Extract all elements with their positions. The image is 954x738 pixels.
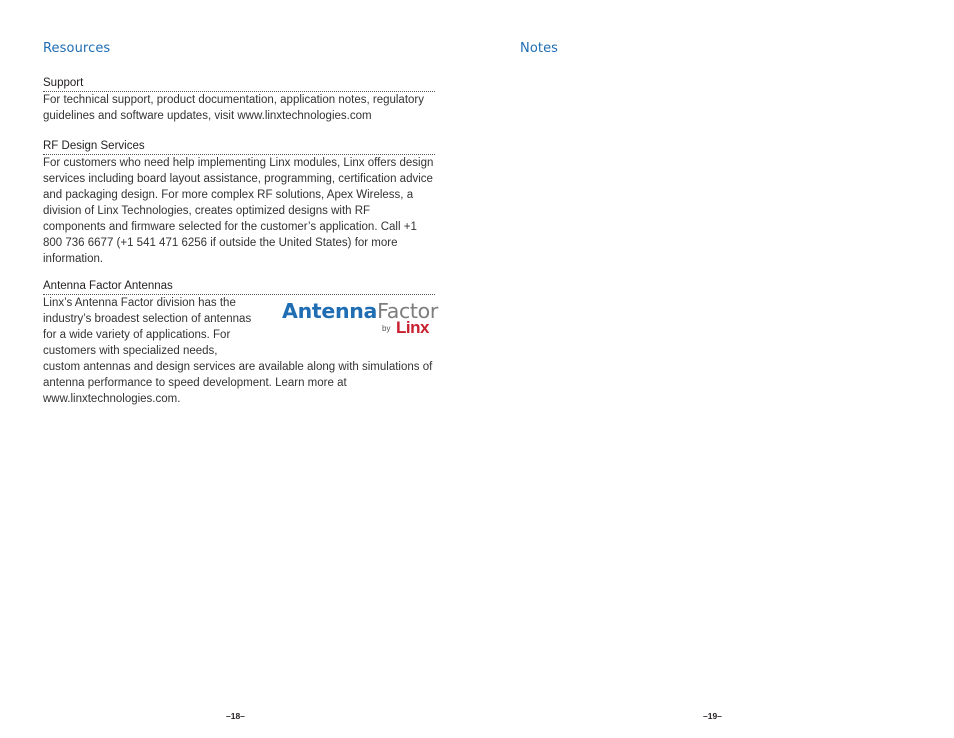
logo-word-antenna: Antenna bbox=[282, 299, 378, 323]
antenna-factor-body-narrow: Linx’s Antenna Factor division has the industry’s broadest selection of antennas for a wide variety of applications. For customers with specialized needs, bbox=[43, 297, 252, 357]
support-section bbox=[43, 77, 435, 124]
logo-linx-brand: Linx bbox=[396, 318, 429, 337]
page-number-right: –19– bbox=[703, 711, 722, 721]
antenna-factor-body-wide: custom antennas and design services are available along with simulations of antenna performance to speed development. Learn more at www.linxtechnologies.com. bbox=[43, 361, 433, 405]
antenna-factor-logo bbox=[282, 298, 437, 340]
right-page bbox=[477, 0, 954, 738]
logo-by: by bbox=[382, 324, 391, 333]
rf-design-section bbox=[43, 140, 435, 267]
support-title: Support bbox=[43, 77, 435, 92]
rf-design-body: For customers who need help implementing Linx modules, Linx offers design services including board layout assistance, programming, certification advice and packaging design. For more complex RF solutions, Apex Wireless, a division of Linx Technologies, creates optimized designs with RF components and firmware selected for the customer’s application. Call +1 800 736 6677 (+1 541 471 6256 if outside the United States) for more information. bbox=[43, 157, 434, 265]
antenna-factor-title: Antenna Factor Antennas bbox=[43, 280, 435, 295]
rf-design-title: RF Design Services bbox=[43, 140, 435, 155]
page-number-left: –18– bbox=[226, 711, 245, 721]
support-body: For technical support, product documentation, application notes, regulatory guidelines and software updates, visit www.linxtechnologies.com bbox=[43, 94, 424, 122]
notes-heading: Notes bbox=[520, 41, 559, 56]
resources-heading: Resources bbox=[43, 41, 111, 56]
logo-word-factor: Factor bbox=[377, 299, 439, 323]
